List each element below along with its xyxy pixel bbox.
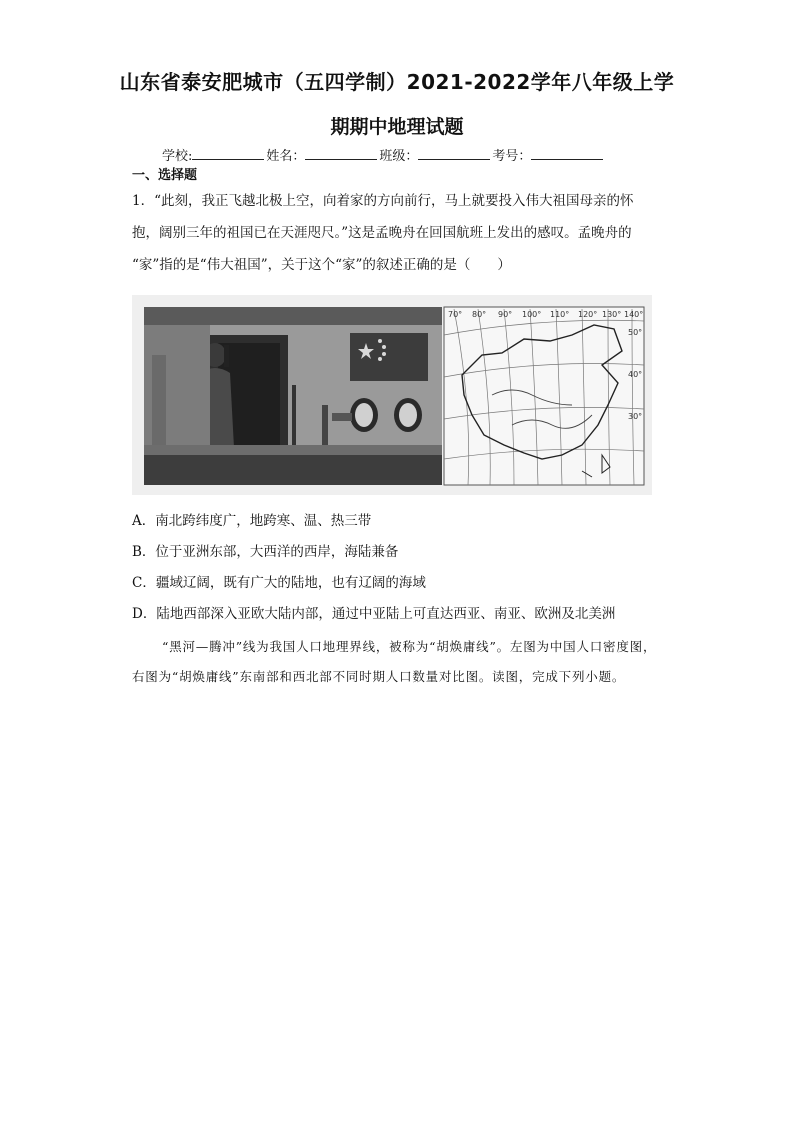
map-label-70: 70°: [448, 310, 463, 319]
exam-title-line2: 期期中地理试题: [330, 116, 464, 138]
question-1-options: [132, 506, 672, 630]
map-label-110: 110°: [550, 310, 570, 319]
exam-title-line1: 山东省泰安肥城市（五四学制）2021-2022学年八年级上学: [119, 70, 675, 94]
map-label-50: 50°: [628, 328, 643, 337]
option-d[interactable]: D．陆地西部深入亚欧大陆内部，通过中亚陆上可直达西亚、南亚、欧洲及北美洲: [132, 606, 616, 622]
exam-number-blank: [531, 147, 603, 160]
question-1-line1: 1．“此刻，我正飞越北极上空，向着家的方向前行，马上就要投入伟大祖国母亲的怀: [132, 193, 634, 209]
question-1-line3: “家”指的是“伟大祖国”，关于这个“家”的叙述正确的是（ ）: [132, 257, 511, 273]
school-blank: [192, 147, 264, 160]
name-label: 姓名：: [266, 149, 306, 164]
option-c[interactable]: C．疆域辽阔，既有广大的陆地，也有辽阔的海域: [132, 575, 426, 591]
school-label: 学校:: [162, 149, 193, 164]
airplane-arrival-photo: [144, 307, 442, 485]
china-map: [444, 307, 644, 485]
option-b[interactable]: B．位于亚洲东部，大西洋的西岸，海陆兼备: [132, 544, 399, 560]
option-a[interactable]: A．南北跨纬度广，地跨寒、温、热三带: [132, 513, 372, 529]
question-1-stem: [132, 185, 667, 281]
question-1-line2: 抱，阔别三年的祖国已在天涯咫尺。”这是孟晚舟在回国航班上发出的感叹。孟晚舟的: [132, 225, 632, 241]
exam-number-label: 考号：: [492, 149, 532, 164]
section-heading: 一、选择题: [132, 168, 198, 183]
class-blank: [418, 147, 490, 160]
question-1-figure: [132, 295, 652, 495]
map-label-120: 120°: [578, 310, 598, 319]
map-label-80: 80°: [472, 310, 487, 319]
name-blank: [305, 147, 377, 160]
reading-passage: “黑河—腾冲”线为我国人口地理界线，被称为“胡焕庸线”。左图为中国人口密度图，右图为“胡焕庸线”东南部和西北部不同时期人口数量对比图。读图，完成下列小题。: [132, 639, 657, 684]
student-info-row: [162, 145, 642, 164]
map-label-130: 130°: [602, 310, 622, 319]
map-label-30: 30°: [628, 412, 643, 421]
class-label: 班级：: [379, 149, 419, 164]
map-label-100: 100°: [522, 310, 542, 319]
map-label-140: 140°: [624, 310, 644, 319]
map-label-90: 90°: [498, 310, 513, 319]
map-label-40: 40°: [628, 370, 643, 379]
